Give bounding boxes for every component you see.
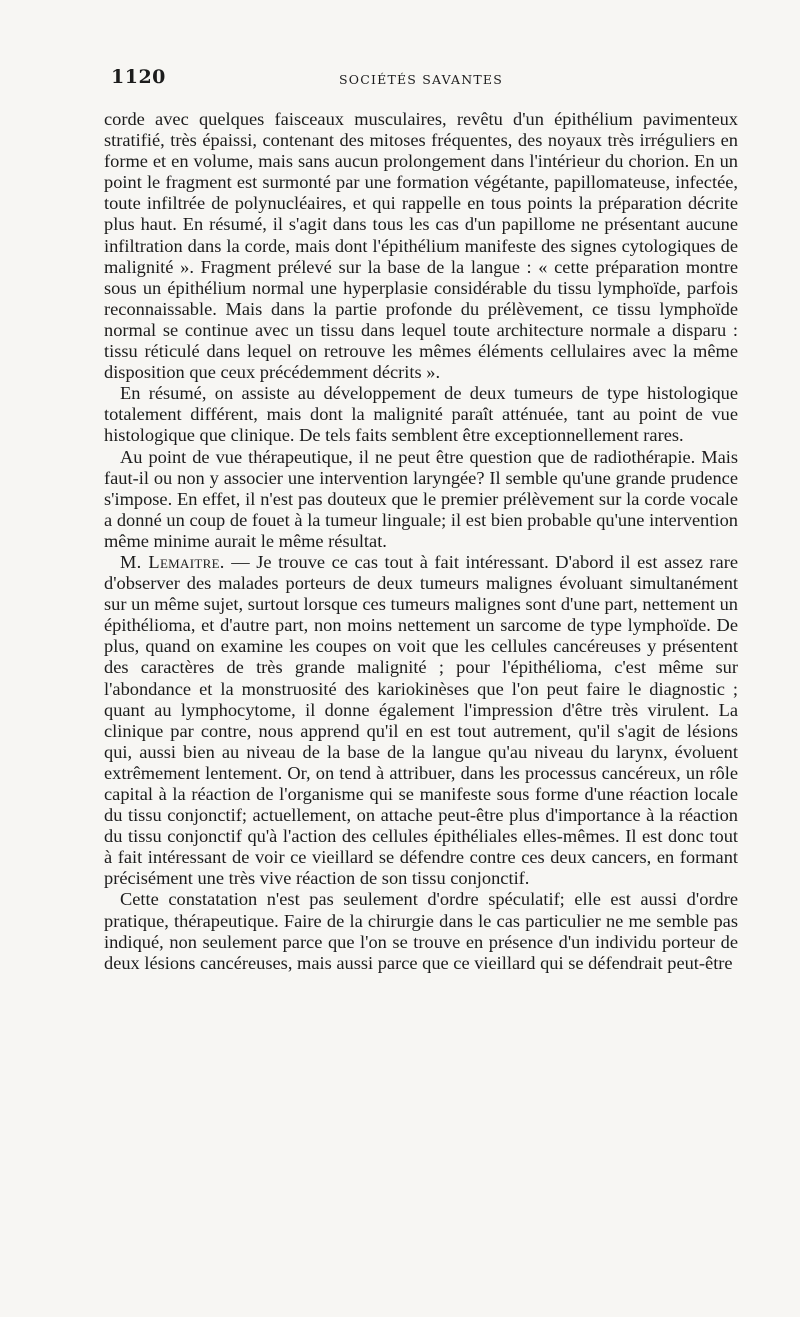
page-number: 1120 [111, 66, 166, 88]
paragraph-lemaitre [104, 552, 738, 890]
running-head: SOCIÉTÉS SAVANTES [339, 72, 503, 87]
speaker-name: M. Lemaitre. [120, 551, 225, 572]
paragraph-lemaitre-text: — Je trouve ce cas tout à fait intéressant. D'abord il est assez rare d'observer des malades porteurs de deux tumeurs malignes évoluant simultanément sur un même sujet, surtout lorsque ces tumeurs malignes sont d'une part, nettement un épithélioma, et d'autre part, non moins nettement un sarcome de type lymphoïde. De plus, quand on examine les coupes on voit que les cellules cancéreuses y présentent des caractères de très grande malignité ; pour l'épithélioma, c'est même sur l'abondance et la monstruosité des kariokinèses que l'on peut faire le diagnostic ; quant au lymphocytome, il donne également l'impression d'être très virulent. La clinique par contre, nous apprend qu'il en est tout autrement, qu'il s'agit de lésions qui, aussi bien au niveau de la base de la langue qu'au niveau du larynx, évoluent extrêmement lentement. Or, on tend à attribuer, dans les processus cancéreux, un rôle capital à la réaction de l'organisme qui se manifeste sous forme d'une réaction locale du tissu conjonctif; actuellement, on attache peut-être plus d'importance à la réaction du tissu conjonctif qu'à l'action des cellules épithéliales elles-mêmes. Il est donc tout à fait intéressant de voir ce vieillard se défendre contre ces deux cancers, en formant précisément une très vive réaction de son tissu conjonctif. [104, 551, 738, 889]
paragraph-conclusion: Cette constatation n'est pas seulement d'ordre spéculatif; elle est aussi d'ordre pratique, thérapeutique. Faire de la chirurgie dans le cas particulier ne me semble pas indiqué, non seulement parce que l'on se trouve en présence d'un individu porteur de deux lésions cancéreuses, mais aussi parce que ce vieillard qui se défendrait peut-être [104, 889, 738, 973]
body-text [104, 109, 738, 974]
paragraph-therapeutic: Au point de vue thérapeutique, il ne peut être question que de radiothérapie. Mais faut-il ou non y associer une intervention laryngée? Il semble qu'une grande prudence s'impose. En effet, il n'est pas douteux que le premier prélèvement sur la corde vocale a donné un coup de fouet à la tumeur linguale; il est bien probable qu'une intervention même minime aurait le même résultat. [104, 446, 738, 551]
paragraph-summary: En résumé, on assiste au développement de deux tumeurs de type histologique totalement différent, mais dont la malignité paraît atténuée, tant au point de vue histologique que clinique. De tels faits semblent être exceptionnellement rares. [104, 383, 738, 446]
paragraph-continuation: corde avec quelques faisceaux musculaires, revêtu d'un épithélium pavimenteux stratifié, très épaissi, contenant des mitoses fréquentes, des noyaux très irréguliers en forme et en volume, mais sans aucun prolongement dans l'intérieur du chorion. En un point le fragment est surmonté par une formation végétante, papillomateuse, infectée, toute infiltrée de polynucléaires, et qui rappelle en tous points la préparation décrite plus haut. En résumé, il s'agit dans tous les cas d'un papillome ne présentant aucune infiltration dans la corde, mais dont l'épithélium manifeste des signes cytologiques de malignité ». Fragment prélevé sur la base de la langue : « cette préparation montre sous un épithélium normal une hyperplasie considérable du tissu lymphoïde, parfois reconnaissable. Mais dans la partie profonde du prélèvement, ce tissu lymphoïde normal se continue avec un tissu dans lequel toute architecture normale a disparu : tissu réticulé dans lequel on retrouve les mêmes éléments cellulaires avec la même disposition que ceux précédemment décrits ». [104, 109, 738, 383]
page-header [103, 66, 739, 96]
